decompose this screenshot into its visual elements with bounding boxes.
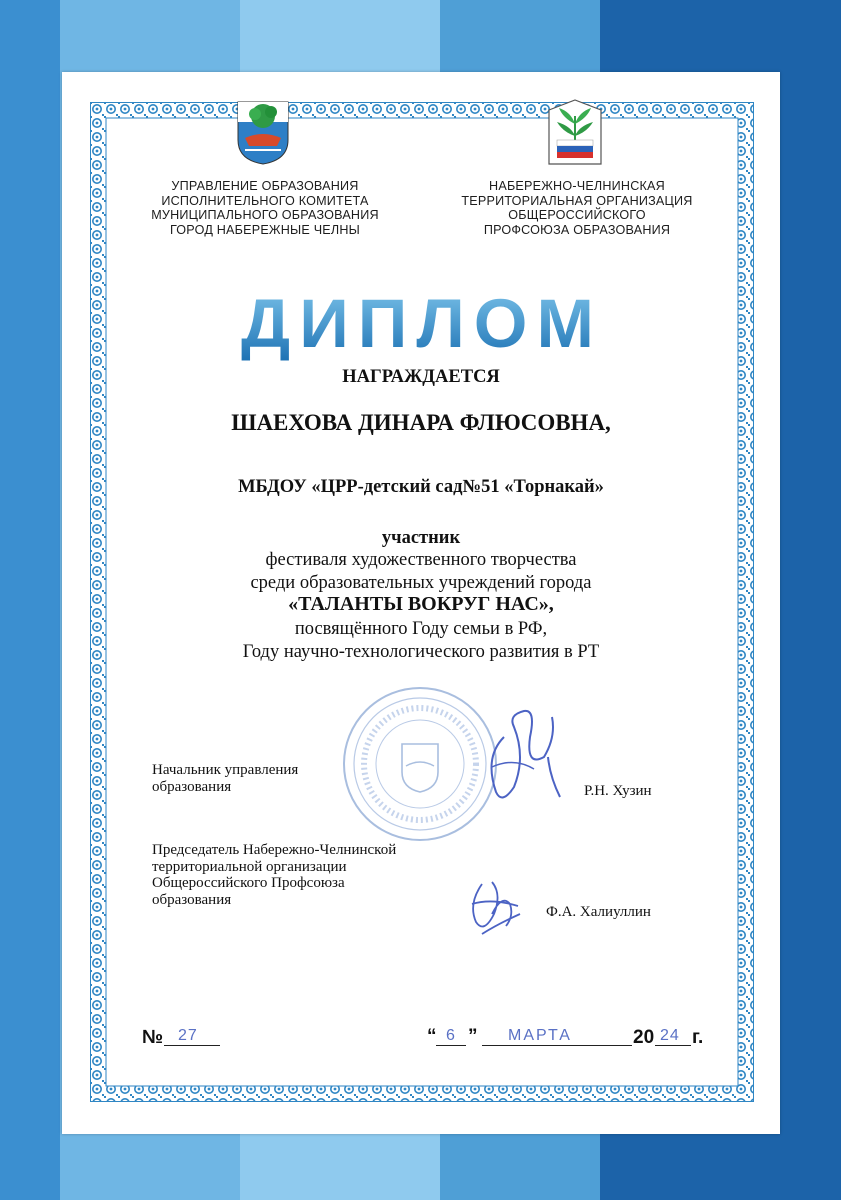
diploma-number-value: 27	[178, 1027, 198, 1044]
city-coat-of-arms-icon	[235, 100, 291, 166]
participant-role: участник	[381, 528, 461, 548]
date-close-quote: ”	[468, 1026, 478, 1047]
dedication: посвящённого Году семьи в РФ,	[294, 619, 548, 639]
festival-description: фестиваля художественного творчества	[265, 550, 577, 570]
signatory-title-line: Начальник управления	[152, 762, 299, 778]
diploma-number-label: №	[142, 1027, 164, 1048]
awarded-heading: НАГРАЖДАЕТСЯ	[342, 367, 500, 387]
signature-khaliullin-icon	[462, 864, 532, 944]
date-year-end: г.	[692, 1027, 704, 1048]
recipient-name: ШАЕХОВА ДИНАРА ФЛЮСОВНА,	[231, 410, 611, 435]
org-line: УПРАВЛЕНИЕ ОБРАЗОВАНИЯ	[171, 179, 359, 193]
date-month: МАРТА	[508, 1027, 572, 1044]
signatory-title-line: Председатель Набережно-Челнинской	[152, 842, 397, 858]
signatory-name-2: Ф.А. Халиуллин	[546, 904, 651, 920]
org-line: ГОРОД НАБЕРЕЖНЫЕ ЧЕЛНЫ	[169, 222, 360, 237]
dedication: Году научно-технологического развития в РТ	[242, 642, 600, 662]
signatory-title-line: образования	[152, 778, 232, 795]
union-emblem-icon	[545, 96, 605, 168]
date-day: 6	[446, 1027, 456, 1044]
org-line: ТЕРРИТОРИАЛЬНАЯ ОРГАНИЗАЦИЯ	[461, 193, 693, 208]
signatory-title-1	[152, 762, 298, 795]
signatory-title-line: образования	[152, 891, 232, 908]
date-open-quote: “	[427, 1026, 437, 1047]
date-year-suffix: 24	[660, 1027, 680, 1044]
org-line: МУНИЦИПАЛЬНОГО ОБРАЗОВАНИЯ	[151, 208, 379, 222]
signatory-title-2	[152, 842, 396, 908]
festival-description: среди образовательных учреждений города	[250, 573, 592, 593]
org-line: НАБЕРЕЖНО-ЧЕЛНИНСКАЯ	[489, 179, 665, 193]
signatory-name-1: Р.Н. Хузин	[584, 783, 652, 799]
org-line: ИСПОЛНИТЕЛЬНОГО КОМИТЕТА	[161, 193, 369, 208]
left-organization-name	[140, 179, 390, 237]
signatory-title-line: территориальной организации	[152, 858, 347, 875]
org-line: ОБЩЕРОССИЙСКОГО	[508, 208, 646, 222]
diploma-sheet	[62, 72, 780, 1134]
diploma-title: ДИПЛОМ	[212, 284, 632, 364]
festival-name: «ТАЛАНТЫ ВОКРУГ НАС»,	[288, 593, 554, 615]
right-organization-name	[446, 179, 708, 237]
signature-khuzin-icon	[474, 697, 574, 812]
date-year-prefix: 20	[633, 1027, 655, 1048]
signatory-title-line: Общероссийского Профсоюза	[152, 875, 345, 891]
org-line: ПРОФСОЮЗА ОБРАЗОВАНИЯ	[483, 222, 671, 237]
institution-name: МБДОУ «ЦРР-детский сад№51 «Торнакай»	[238, 477, 604, 497]
background-stripe	[0, 0, 60, 1200]
